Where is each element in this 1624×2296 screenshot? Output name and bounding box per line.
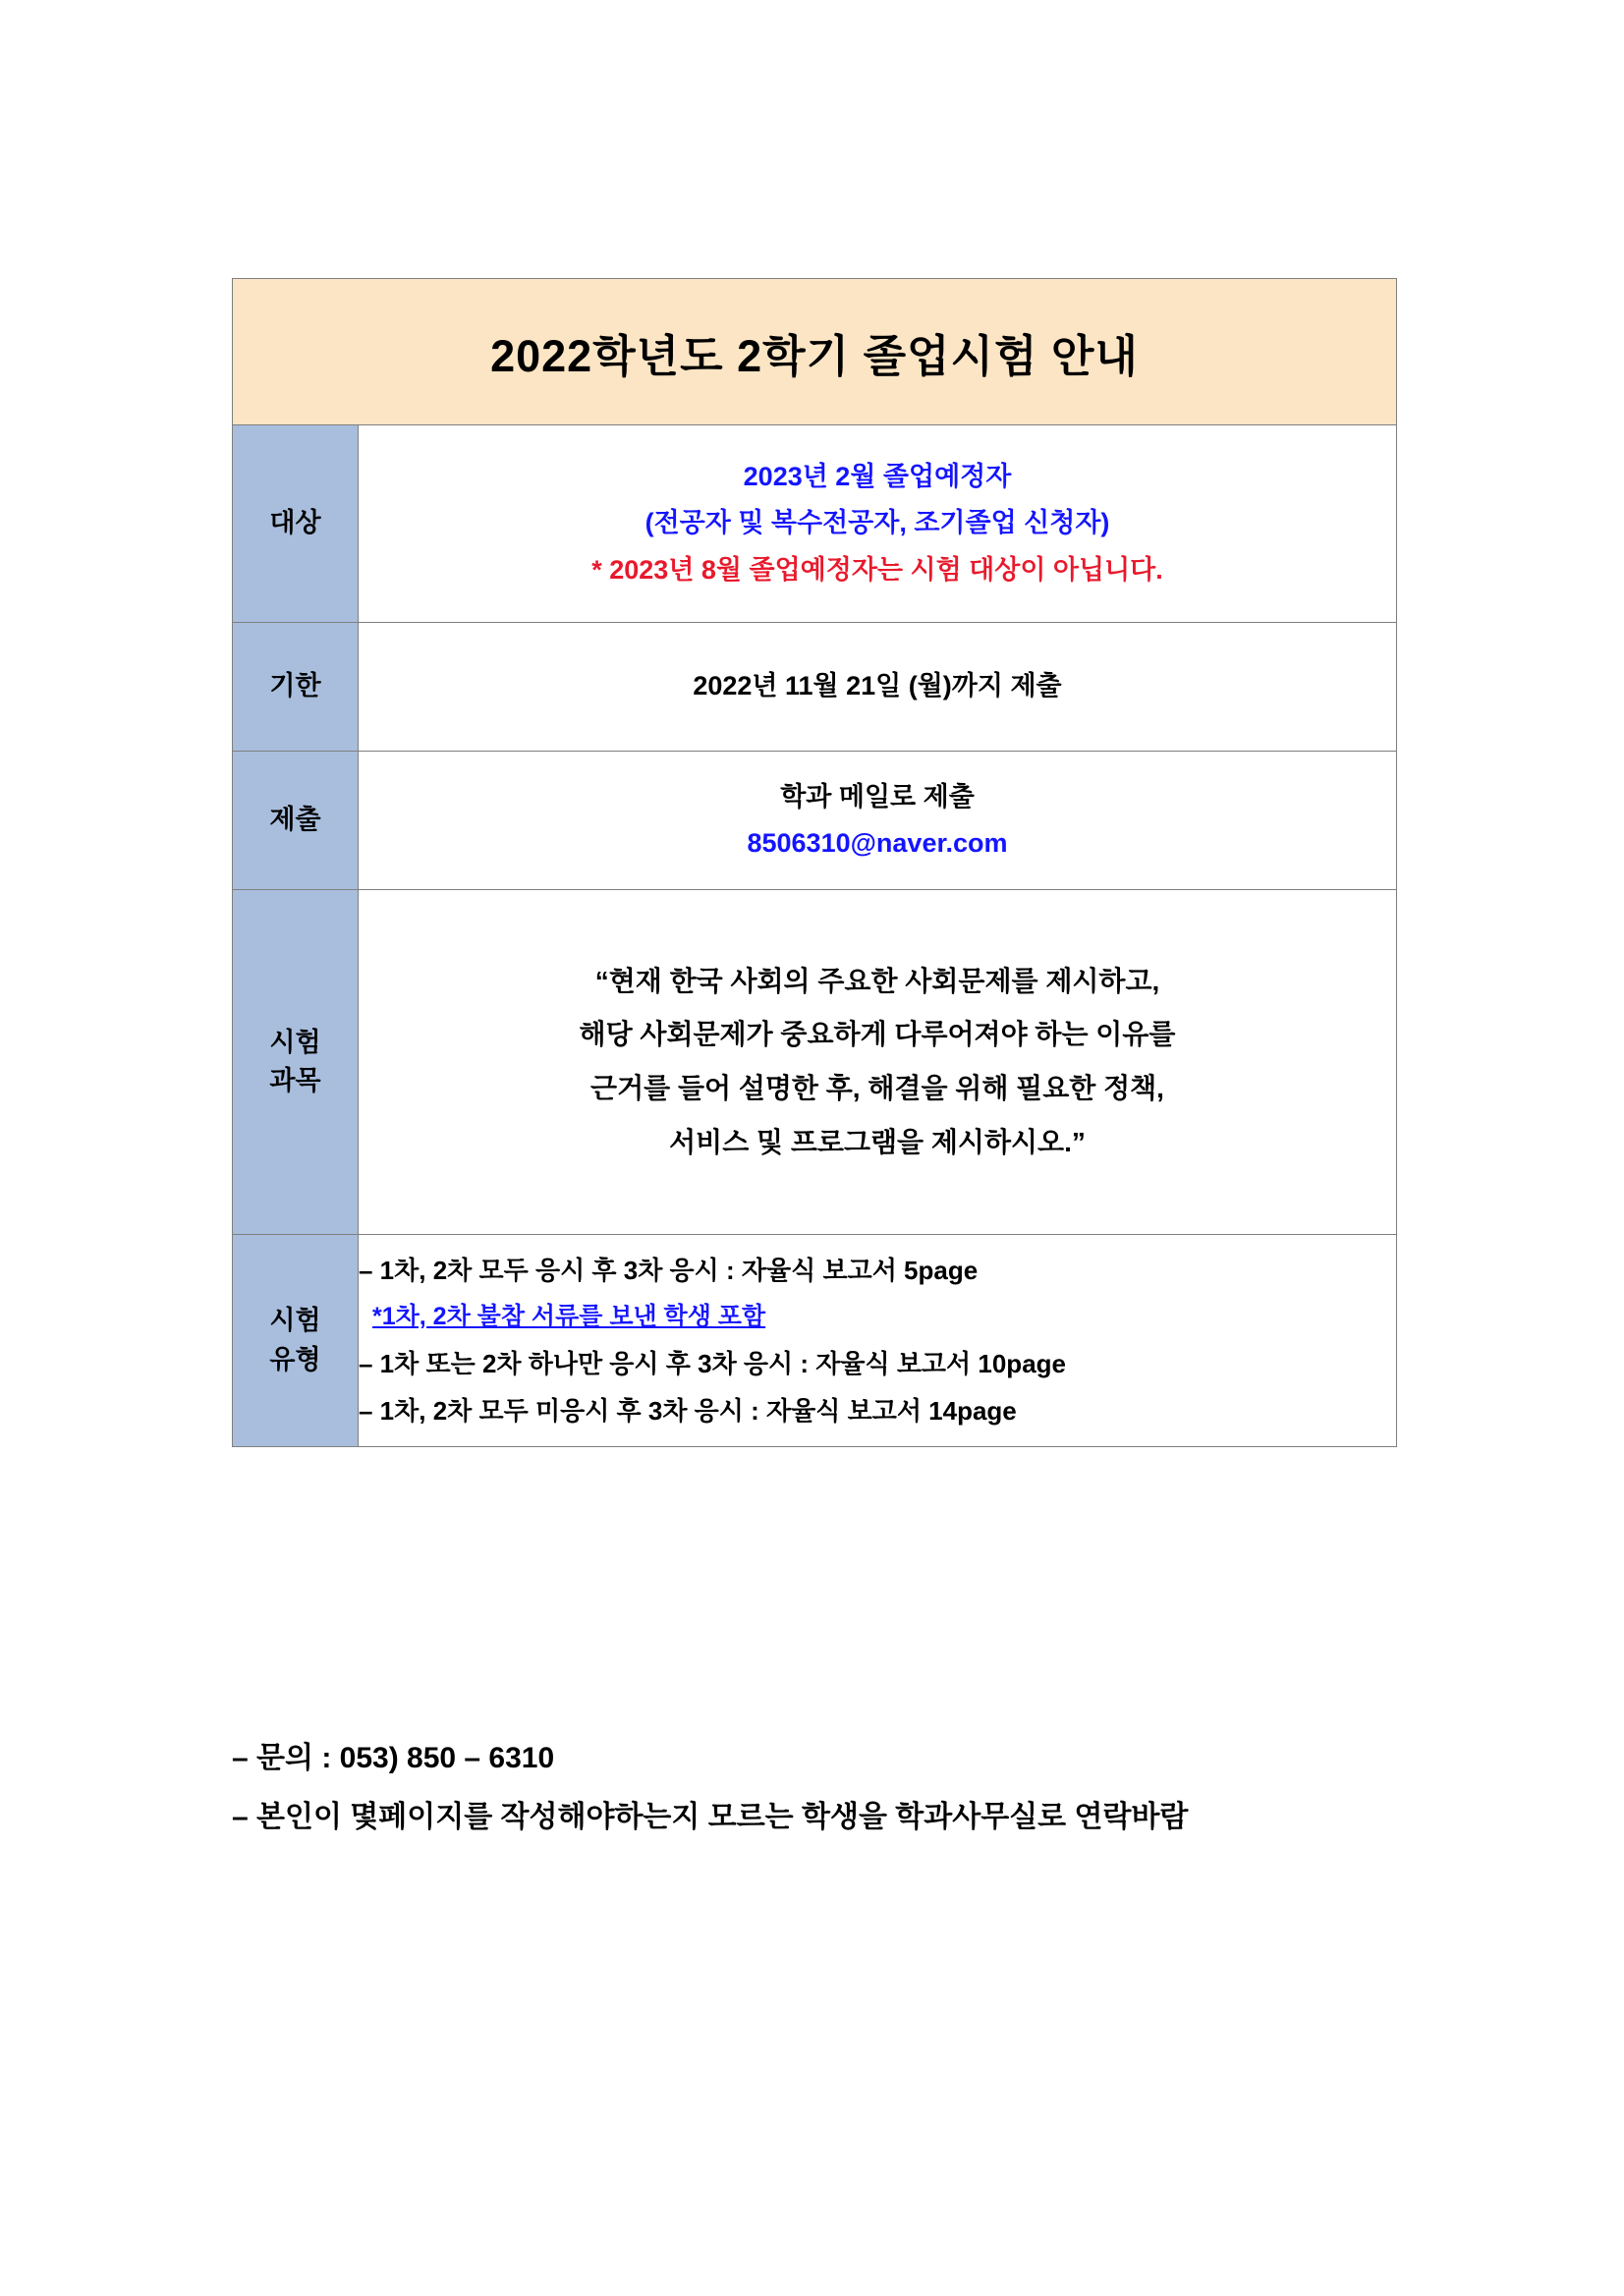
row-label-target: 대상 [233,425,359,623]
footnote-contact: – 문의 : 053) 850 – 6310 [232,1742,555,1774]
deadline-line-1: 2022년 11월 21일 (월)까지 제출 [693,671,1062,701]
table-row-deadline [233,623,1397,752]
table-row-target [233,425,1397,623]
notice-title: 2022학년도 2학기 졸업시험 안내 [233,279,1397,425]
submit-line-1: 학과 메일로 제출 [780,781,975,812]
exam-type-line-3: – 1차, 2차 모두 미응시 후 3차 응시 : 자율식 보고서 14page [359,1395,1017,1426]
table-row-title [233,279,1397,425]
footnote-inquiry: – 본인이 몇페이지를 작성해야하는지 모르는 학생을 학과사무실로 연락바람 [232,1801,1189,1833]
subject-line-1: “현재 한국 사회의 주요한 사회문제를 제시하고, [594,965,1160,996]
subject-line-3: 근거를 들어 설명한 후, 해결을 위해 필요한 정책, [590,1073,1164,1103]
graduation-exam-notice-table [232,278,1397,1447]
row-content-exam-type [359,1235,1397,1447]
subject-line-2: 해당 사회문제가 중요하게 다루어져야 하는 이유를 [579,1019,1176,1050]
table-row-exam-type [233,1235,1397,1447]
row-content-target [359,425,1397,623]
row-label-deadline: 기한 [233,623,359,752]
target-line-1: 2023년 2월 졸업예정자 [743,462,1012,492]
exam-type-note: *1차, 2차 불참 서류를 보낸 학생 포함 [372,1303,766,1331]
row-label-exam-type: 시험 유형 [233,1235,359,1447]
exam-type-line-2: – 1차 또는 2차 하나만 응시 후 3차 응시 : 자율식 보고서 10page [359,1348,1066,1378]
exam-type-line-1: – 1차, 2차 모두 응시 후 3차 응시 : 자율식 보고서 5page [359,1256,979,1286]
row-content-submit [359,752,1397,890]
table-row-submit [233,752,1397,890]
row-label-subject: 시험 과목 [233,890,359,1235]
footnotes [232,1729,1460,1847]
row-content-deadline [359,623,1397,752]
subject-line-4: 서비스 및 프로그램을 제시하시오.” [669,1126,1086,1157]
table-row-subject [233,890,1397,1235]
row-content-subject [359,890,1397,1235]
row-label-submit: 제출 [233,752,359,890]
target-line-3: * 2023년 8월 졸업예정자는 시험 대상이 아닙니다. [591,554,1163,585]
target-line-2: (전공자 및 복수전공자, 조기졸업 신청자) [644,508,1110,538]
submit-email: 8506310@naver.com [747,828,1008,858]
